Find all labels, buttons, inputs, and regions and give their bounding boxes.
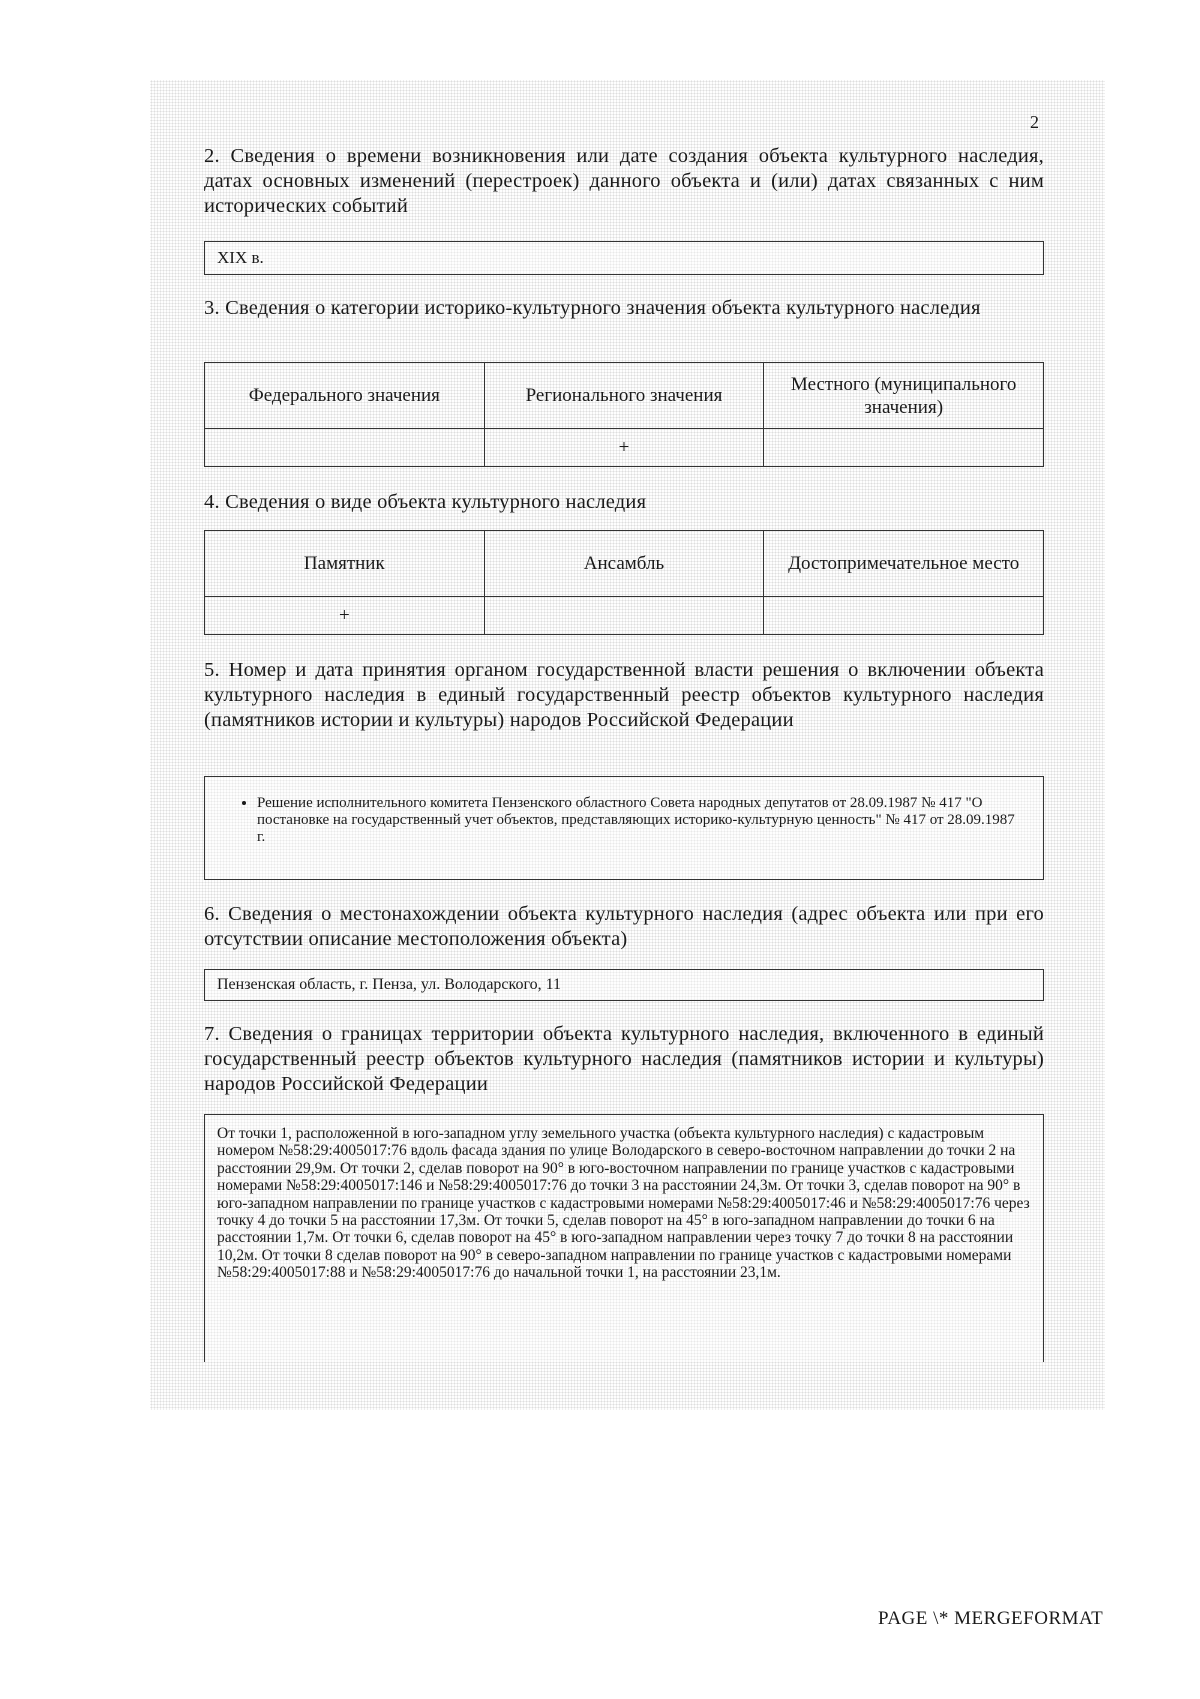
section-2-value-box — [204, 241, 1044, 275]
type-table — [204, 530, 1044, 635]
category-regional-mark: + — [484, 429, 764, 467]
type-landmark-mark — [764, 597, 1044, 635]
section-5-decision-box — [204, 776, 1044, 880]
page-number: 2 — [1030, 112, 1039, 132]
type-monument-mark: + — [205, 597, 485, 635]
type-ensemble-mark — [484, 597, 764, 635]
section-4-heading: 4. Сведения о виде объекта культурного наследия — [204, 491, 647, 513]
type-mark-row — [205, 597, 1044, 635]
section-7-boundary-box — [204, 1114, 1044, 1362]
category-table — [204, 362, 1044, 467]
decision-item: • Решение исполнительного комитета Пензенского областного Совета народных депутатов от 28.09.1987 № 417 "О постановке на государственный учет объектов, представляющих историко-культурную ценность" № 417 от 28.09.1987 г. — [257, 795, 1023, 846]
type-monument-header: Памятник — [205, 531, 485, 597]
type-ensemble-header: Ансамбль — [484, 531, 764, 597]
category-federal-mark — [205, 429, 485, 467]
category-header-row — [205, 363, 1044, 429]
section-2-value: XIX в. — [217, 248, 264, 267]
section-6-heading: 6. Сведения о местонахождении объекта культурного наследия (адрес объекта или при его отсутствии описание местоположения объекта) — [204, 903, 1044, 950]
category-local-header: Местного (муниципального значения) — [764, 363, 1044, 429]
section-5-heading: 5. Номер и дата принятия органом государственной власти решения о включении объекта культурного наследия в единый государственный реестр объектов культурного наследия (памятников истории и культуры) народов Российской Федерации — [204, 659, 1044, 731]
section-6-address-box — [204, 969, 1044, 1001]
section-6-address: Пензенская область, г. Пенза, ул. Володарского, 11 — [217, 976, 562, 993]
section-7-heading: 7. Сведения о границах территории объекта культурного наследия, включенного в единый государственный реестр объектов культурного наследия (памятников истории и культуры) народов Российской Федерации — [204, 1023, 1044, 1095]
category-regional-header: Регионального значения — [484, 363, 764, 429]
category-mark-row — [205, 429, 1044, 467]
section-3-heading: 3. Сведения о категории историко-культурного значения объекта культурного наследия — [204, 297, 981, 319]
type-header-row — [205, 531, 1044, 597]
decision-list — [205, 777, 1043, 858]
page-footer-field-code: PAGE \* MERGEFORMAT — [878, 1608, 1104, 1629]
section-2-heading: 2. Сведения о времени возникновения или дате создания объекта культурного наследия, датах основных изменений (перестроек) данного объекта и (или) датах связанных с ним исторических событий — [204, 145, 1044, 217]
category-local-mark — [764, 429, 1044, 467]
section-7-boundary-text: От точки 1, расположенной в юго-западном углу земельного участка (объекта культурного наследия) с кадастровым номером №58:29:4005017:76 вдоль фасада здания по улице Володарского в северо-восточном направлении до точки 2 на расстоянии 29,9м. От точки 2, сделав поворот на 90° в юго-восточном направлении по границе участков с кадастровыми номерами №58:29:4005017:146 и №58:29:4005017:76 до точки 3 на расстоянии 24,3м. От точки 3, сделав поворот на 90° в юго-западном направлении по границе участков с кадастровыми номерами №58:29:4005017:46 и №58:29:4005017:76 через точку 4 до точки 5 на расстоянии 17,3м. От точки 5, сделав поворот на 45° в юго-западном направлении до точки 6 на расстоянии 1,7м. От точки 6, сделав поворот на 45° в юго-западном направлении через точку 7 до точки 8 на расстоянии 10,2м. От точки 8 сделав поворот на 90° в северо-западном направлении по границе участков с кадастровыми номерами №58:29:4005017:88 и №58:29:4005017:76 до начальной точки 1, на расстоянии 23,1м. — [217, 1125, 1030, 1282]
type-landmark-header: Достопримечательное место — [764, 531, 1044, 597]
category-federal-header: Федерального значения — [205, 363, 485, 429]
